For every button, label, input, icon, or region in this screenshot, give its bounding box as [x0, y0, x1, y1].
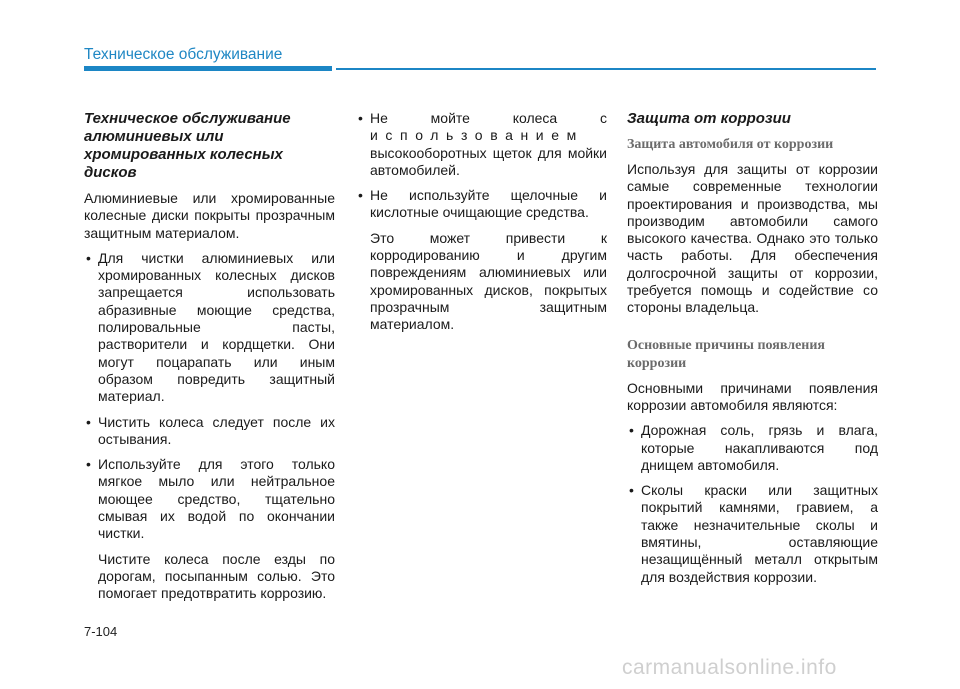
paragraph-corrosion-causes: Основными причинами появления коррозии автомобиля являются:	[627, 379, 878, 413]
list-item: • Дорожная соль, грязь и влага, которые накапливаются под днищем автомобиля.	[627, 422, 878, 474]
bullet-text: высокооборотных щеток для мойки автомобилей.	[370, 144, 607, 178]
page-number: 7-104	[84, 624, 118, 639]
column-middle	[356, 110, 607, 342]
header-rule-thick	[84, 66, 332, 71]
bullet-list	[627, 422, 878, 586]
list-item: • Не используйте щелочные и кислотные очищающие средства.	[356, 187, 607, 222]
list-item	[356, 110, 607, 179]
subheading-corrosion-protection: Защита автомобиля от коррозии	[627, 137, 834, 152]
section-heading-corrosion: Защита от коррозии	[627, 110, 791, 127]
bullet-text-spaced: использованием	[370, 127, 584, 144]
paragraph-intro: Алюминиевые или хромированные колесные диски покрыты прозрачным защитным материалом.	[84, 190, 335, 241]
paragraph-corrosion-protection: Используя для защиты от коррозии самые современные технологии проектирования и производства, мы производим автомобили самого высокого качества. Однако это только часть работы. Для обеспечения долгосрочной защиты от коррозии, требуется помощь и содействие со стороны владельца.	[627, 161, 878, 316]
list-item: • Сколы краски или защитных покрытий камнями, гравием, а также незначительные сколы и вмятины, оставляющие незащищённый металл открытым для воздействия коррозии.	[627, 482, 878, 586]
subheading-corrosion-causes: Основные причины появления коррозии	[627, 337, 825, 371]
header-rule-thin	[336, 68, 876, 70]
paragraph-continuation: Это может привести к корродированию и другим повреждениям алюминиевых или хромированных дисков, покрытых прозрачным защитным материалом.	[370, 229, 607, 333]
bullet-list	[84, 250, 335, 543]
bullet-list	[356, 110, 607, 222]
paragraph-continuation: Чистите колеса после езды по дорогам, посыпанным солью. Это помогает предотвратить коррозию.	[98, 550, 335, 602]
list-item: • Используйте для этого только мягкое мыло или нейтральное моющее средство, тщательно смывая их водой по окончании чистки.	[84, 456, 335, 542]
bullet-text: • Не мойте колеса с	[370, 110, 607, 126]
column-left	[84, 110, 335, 611]
watermark: carmanualsonline.info	[622, 656, 837, 679]
section-heading-wheel-care: Техническое обслуживание алюминиевых или хромированных колесных дисков	[84, 110, 291, 181]
column-right	[627, 110, 878, 594]
page-header-title: Техническое обслуживание	[84, 46, 283, 63]
list-item: • Для чистки алюминиевых или хромированных колесных дисков запрещается использовать абразивные моющие средства, полировальные пасты, растворители и кордщетки. Они могут поцарапать или иным образом повредить защитный материал.	[84, 250, 335, 406]
list-item: • Чистить колеса следует после их остывания.	[84, 414, 335, 449]
